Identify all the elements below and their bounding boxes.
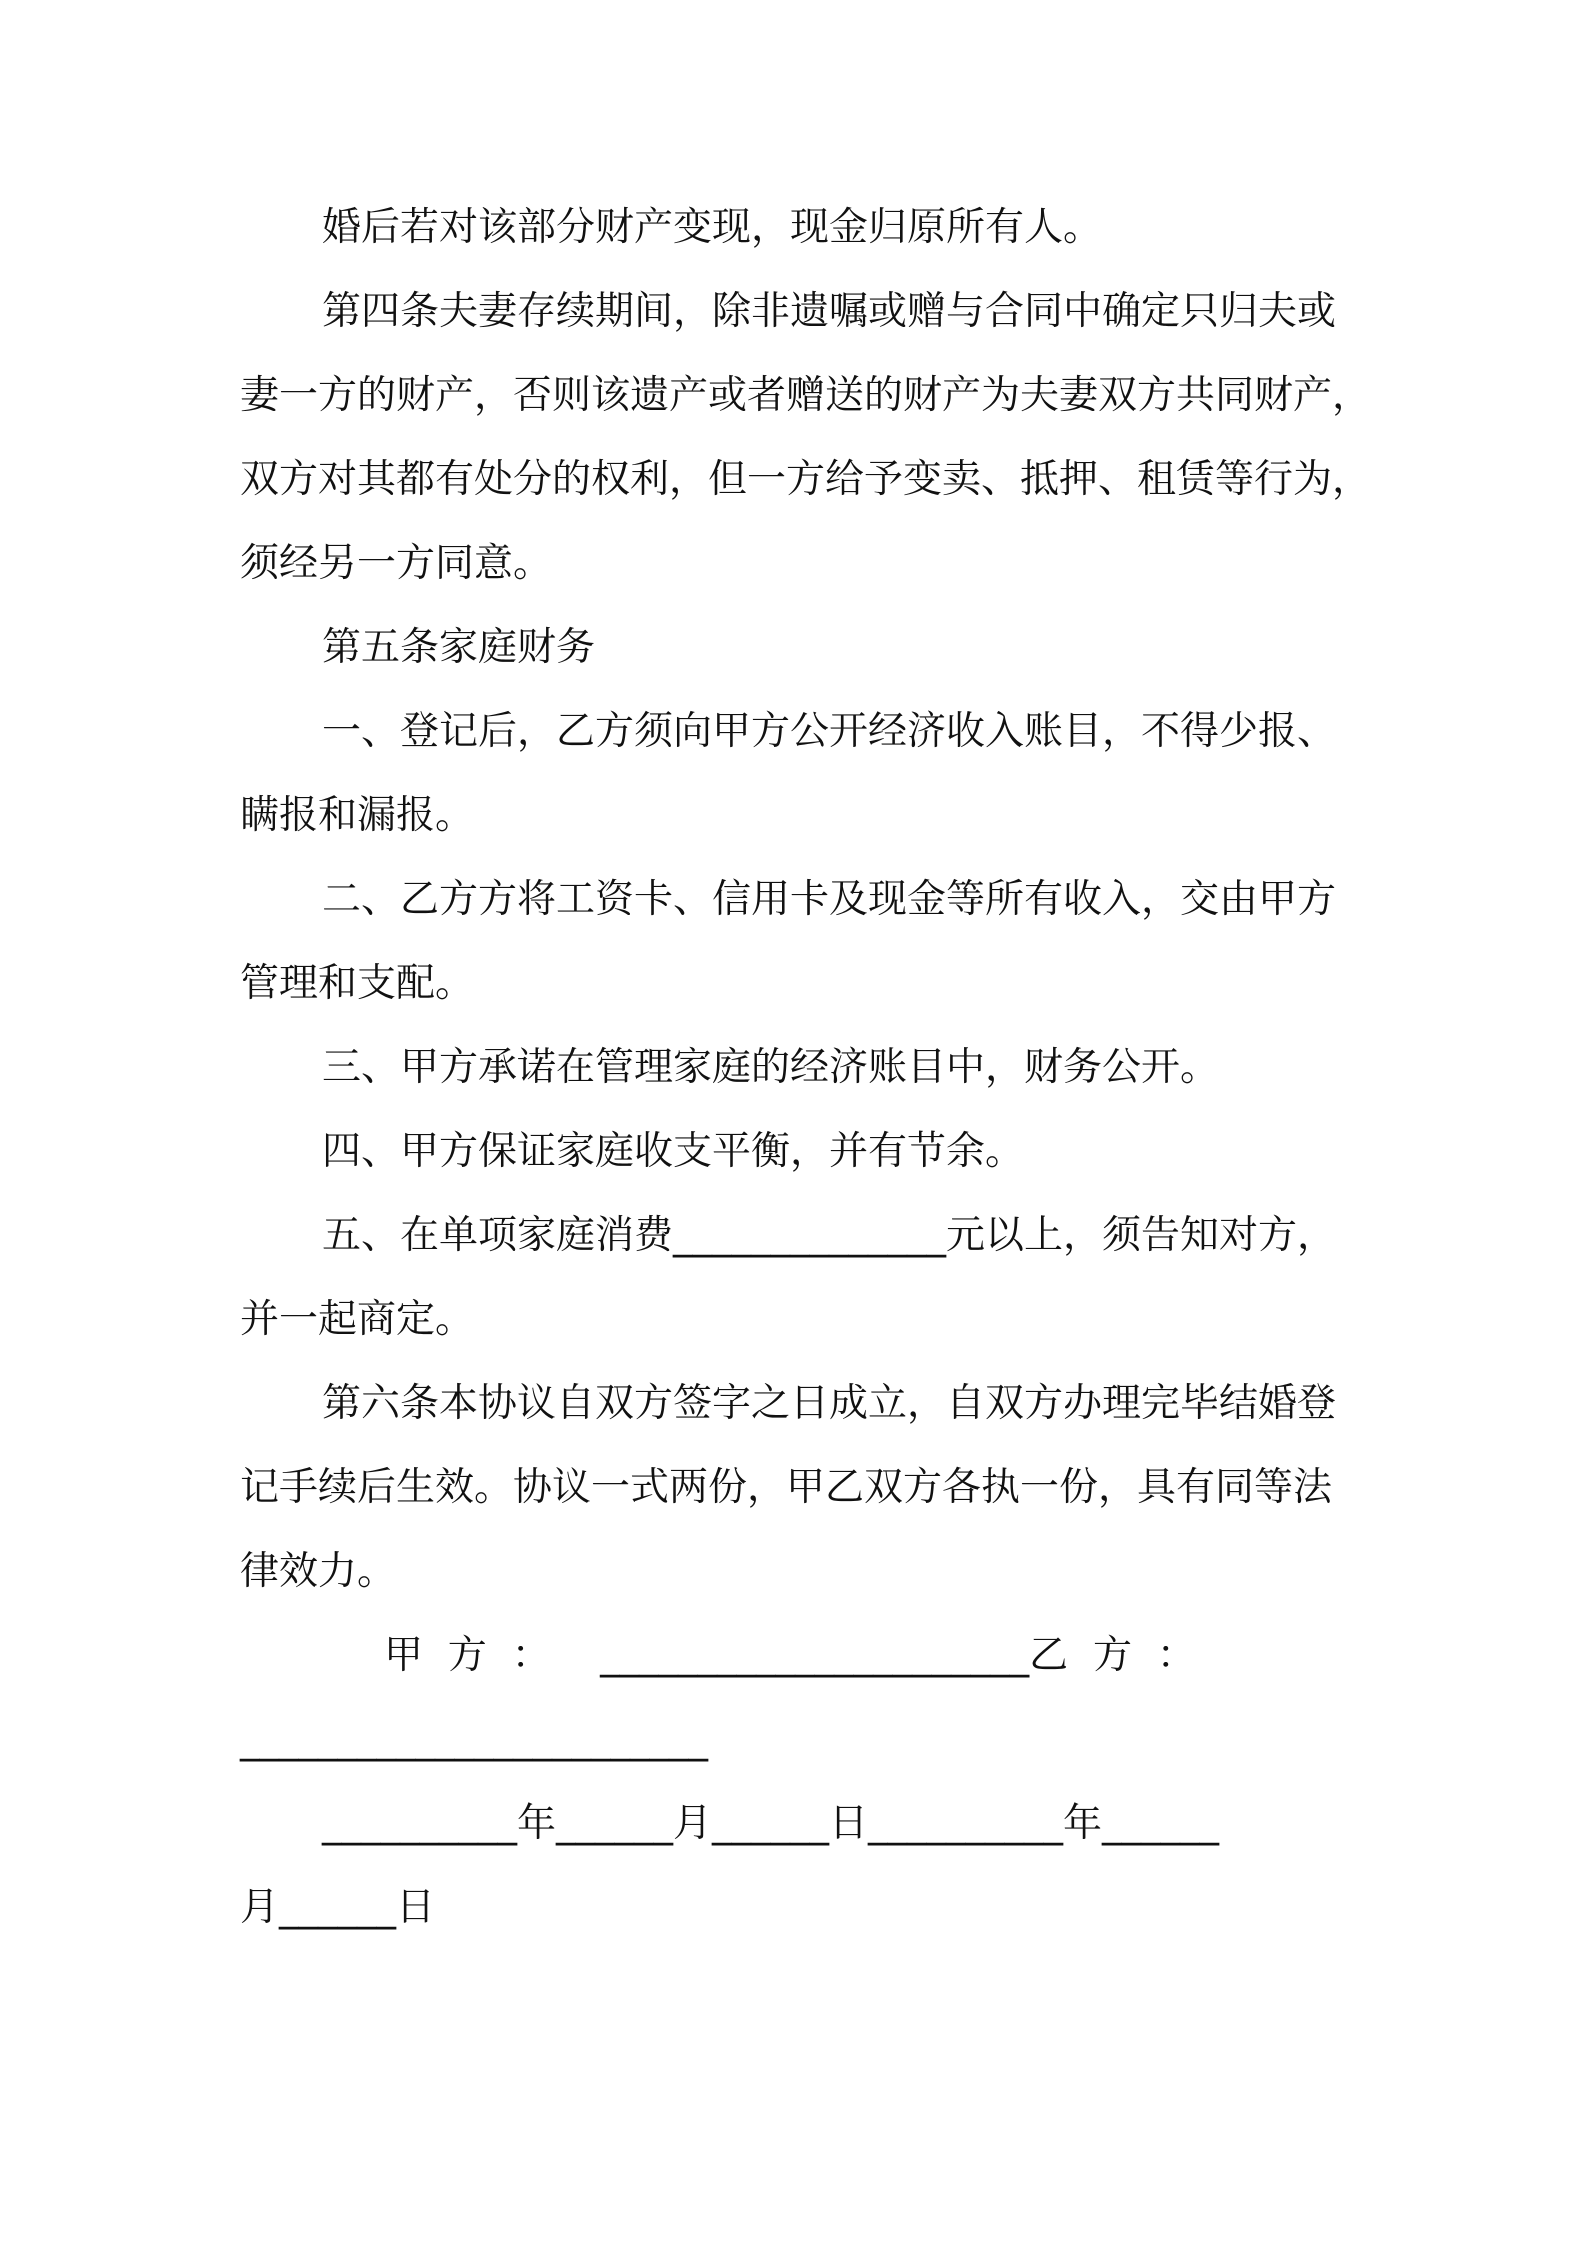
- paragraph-line: 一、登记后，乙方须向甲方公开经济收入账目，不得少报、: [322, 709, 1337, 754]
- paragraph-line: 双方对其都有处分的权利，但一方给予变卖、抵押、租赁等行为，: [240, 457, 1372, 502]
- paragraph-line: 五、在单项家庭消费______________元以上，须告知对方，: [322, 1213, 1337, 1258]
- paragraph-line: 须经另一方同意。: [240, 541, 553, 586]
- paragraph-line: 律效力。: [240, 1549, 397, 1594]
- paragraph-line: 第六条本协议自双方签字之日成立，自双方办理完毕结婚登: [322, 1381, 1337, 1426]
- signature-blank: ________________________: [240, 1717, 708, 1762]
- paragraph-line: 妻一方的财产，否则该遗产或者赠送的财产为夫妻双方共同财产，: [240, 373, 1372, 418]
- paragraph-line: 瞒报和漏报。: [240, 793, 475, 838]
- paragraph-line: 婚后若对该部分财产变现，现金归原所有人。: [322, 205, 1103, 250]
- signature-line: 甲 方 ： ______________________乙 方 ：: [322, 1633, 1196, 1678]
- date-line: __________年______月______日__________年______: [322, 1801, 1219, 1846]
- paragraph-line: 并一起商定。: [240, 1297, 475, 1342]
- paragraph-line: 四、甲方保证家庭收支平衡，并有节余。: [322, 1129, 1025, 1174]
- paragraph-line: 管理和支配。: [240, 961, 475, 1006]
- section-heading: 第五条家庭财务: [322, 625, 596, 670]
- paragraph-line: 二、乙方方将工资卡、信用卡及现金等所有收入，交由甲方: [322, 877, 1337, 922]
- paragraph-line: 三、甲方承诺在管理家庭的经济账目中，财务公开。: [322, 1045, 1220, 1090]
- paragraph-line: 记手续后生效。协议一式两份，甲乙双方各执一份，具有同等法: [240, 1465, 1333, 1510]
- paragraph-line: 第四条夫妻存续期间，除非遗嘱或赠与合同中确定只归夫或: [322, 289, 1337, 334]
- date-line: 月______日: [240, 1885, 436, 1930]
